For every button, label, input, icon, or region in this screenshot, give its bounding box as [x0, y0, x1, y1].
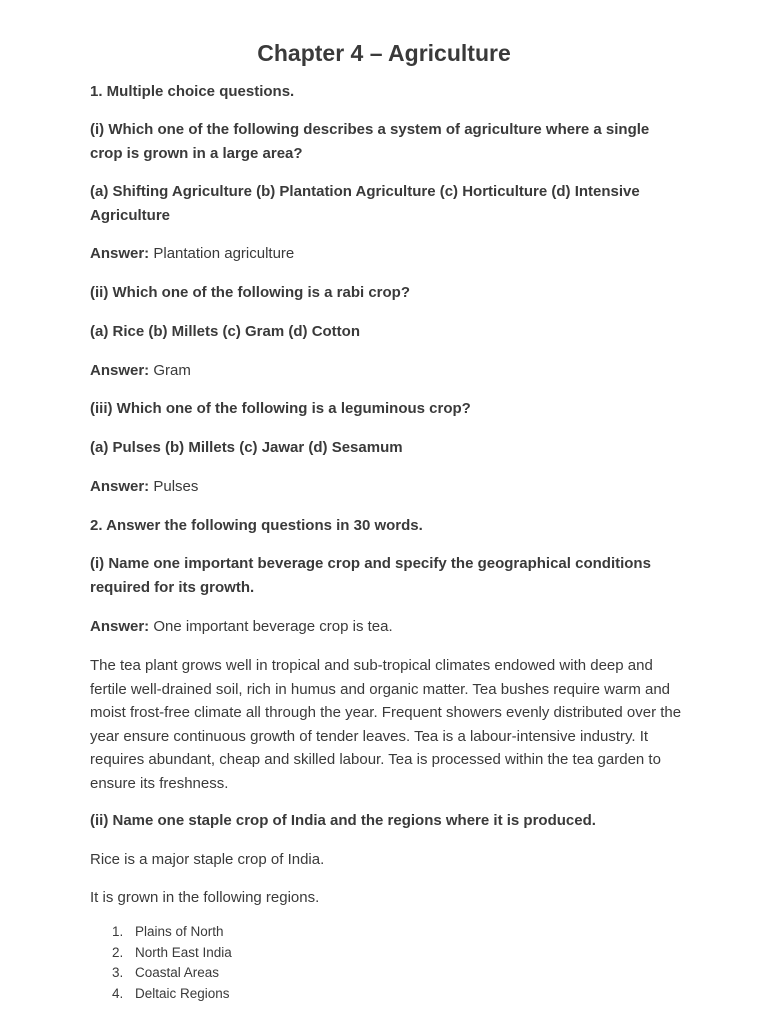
- answer-label: Answer:: [90, 245, 150, 262]
- mcq-options-3: (a) Pulses (b) Millets (c) Jawar (d) Sesamum: [90, 439, 403, 456]
- short-question-1: (i) Name one important beverage crop and specify the geographical conditions required for its growth.: [90, 555, 651, 596]
- mcq-options-1: (a) Shifting Agriculture (b) Plantation Agriculture (c) Horticulture (d) Intensive Agriculture: [90, 183, 640, 224]
- tea-paragraph: The tea plant grows well in tropical and sub-tropical climates endowed with deep and fertile well-drained soil, rich in humus and organic matter. Tea bushes require warm and moist frost-free climate all through the year. Frequent showers evenly distributed over the year ensure continuous growth of tender leaves. Tea is a labour-intensive industry. It requires abundant, cheap and skilled labour. Tea is processed within the tea garden to ensure its freshness.: [90, 657, 682, 792]
- answer-label: Answer:: [90, 618, 150, 635]
- section2-heading: 2. Answer the following questions in 30 words.: [90, 517, 423, 534]
- list-text: Coastal Areas: [135, 965, 220, 980]
- rice-line-1: Rice is a major staple crop of India.: [90, 851, 325, 868]
- section1-heading: 1. Multiple choice questions.: [90, 83, 295, 100]
- list-text: Plains of North: [135, 924, 224, 939]
- rice-line-2: It is grown in the following regions.: [90, 889, 320, 906]
- list-item: [90, 984, 682, 1005]
- list-number: 4.: [112, 985, 124, 1001]
- mcq-question-3: (iii) Which one of the following is a leguminous crop?: [90, 400, 471, 417]
- mcq-options-2: (a) Rice (b) Millets (c) Gram (d) Cotton: [90, 323, 360, 340]
- answer-text: Pulses: [149, 478, 199, 495]
- mcq-question-2: (ii) Which one of the following is a rabi crop?: [90, 284, 410, 301]
- mcq-answer-1: [90, 242, 294, 266]
- list-item: [90, 922, 682, 943]
- regions-list: [90, 922, 682, 1004]
- chapter-title: Chapter 4 – Agriculture: [257, 40, 511, 66]
- answer-text: Plantation agriculture: [149, 245, 295, 262]
- answer-label: Answer:: [90, 478, 150, 495]
- answer-text: One important beverage crop is tea.: [149, 618, 393, 635]
- mcq-question-1: (i) Which one of the following describes a system of agriculture where a single crop is grown in a large area?: [90, 121, 650, 162]
- short-answer-1: [90, 615, 393, 639]
- list-text: North East India: [135, 944, 232, 960]
- list-number: 1.: [112, 924, 124, 939]
- list-number: 3.: [112, 965, 124, 980]
- answer-label: Answer:: [90, 362, 150, 379]
- list-text: Deltaic Regions: [135, 985, 230, 1001]
- answer-text: Gram: [149, 362, 191, 379]
- mcq-answer-2: [90, 359, 191, 383]
- short-question-2: (ii) Name one staple crop of India and the regions where it is produced.: [90, 812, 596, 829]
- list-number: 2.: [112, 944, 124, 960]
- mcq-answer-3: [90, 475, 198, 499]
- list-item: [90, 943, 682, 964]
- list-item: [90, 963, 682, 984]
